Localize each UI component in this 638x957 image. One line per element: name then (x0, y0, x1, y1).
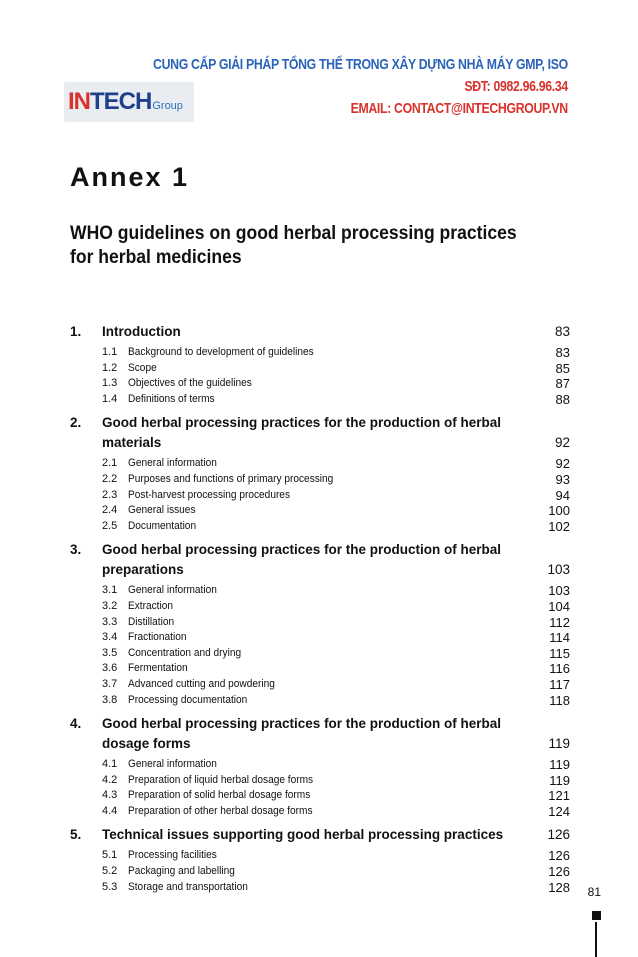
toc-entry-page: 102 (548, 518, 570, 534)
toc-entry-page: 92 (555, 456, 570, 472)
banner-email: EMAIL: CONTACT@INTECHGROUP.VN (350, 100, 568, 117)
toc-entry-title: Distillation (128, 615, 175, 628)
page-rule (595, 922, 597, 957)
page-number: 81 (587, 885, 601, 899)
toc-entry-title: Fermentation (128, 662, 188, 675)
toc-entry-title: Preparation of other herbal dosage forms (128, 804, 313, 817)
toc-entry-page: 114 (549, 630, 570, 646)
toc-section (70, 322, 570, 407)
toc-entry-page: 119 (549, 772, 570, 788)
toc-entry-title: Purposes and functions of primary processing (128, 472, 334, 485)
toc-section (70, 825, 570, 895)
toc-entry (102, 864, 570, 880)
toc-entry-number: 1.1 (102, 346, 118, 358)
toc-entry-number: 4.3 (102, 789, 118, 802)
toc-section-title: Good herbal processing practices for the production of herbal (102, 542, 502, 558)
toc-entry-number: 4.4 (102, 804, 118, 817)
toc-entry (102, 361, 570, 377)
toc-entry-page: 93 (555, 471, 570, 487)
toc-entry-page: 115 (549, 645, 570, 661)
toc-entry-page: 126 (548, 864, 570, 880)
toc-entry-page: 104 (548, 598, 570, 614)
toc-entry (102, 615, 570, 631)
toc-entry-page: 100 (548, 503, 570, 519)
toc-entry-number: 1.4 (102, 392, 118, 405)
header-banner (62, 54, 568, 120)
toc-section-number: 5. (70, 827, 82, 843)
toc-section-title-cont: dosage forms (102, 736, 191, 752)
toc-section-title-cont: materials (102, 435, 162, 451)
toc-entry (102, 519, 570, 535)
toc-entry-page: 87 (555, 376, 570, 392)
toc-section (70, 540, 570, 708)
toc-entry-title: Preparation of liquid herbal dosage forms (128, 773, 314, 786)
toc-entry-title: Documentation (128, 519, 197, 532)
toc-entry-number: 3.7 (102, 677, 118, 690)
toc-entry (102, 503, 570, 519)
toc-entry-title: Fractionation (128, 631, 187, 644)
toc-section-number: 2. (70, 415, 82, 431)
toc-entry (102, 757, 570, 773)
toc-entry (102, 376, 570, 392)
toc-entry-title: General information (128, 457, 217, 470)
toc-entry-title: General information (128, 758, 217, 771)
toc-entry-title: Objectives of the guidelines (128, 377, 252, 390)
toc-entry-title: Definitions of terms (128, 392, 215, 405)
toc-entry-page: 119 (549, 757, 570, 773)
toc-section-number: 4. (70, 716, 82, 732)
toc-entry-page: 121 (548, 788, 570, 804)
toc-entry-page: 83 (555, 345, 570, 360)
toc-entry-number: 2.4 (102, 504, 118, 517)
toc-entry-number: 3.2 (102, 599, 118, 612)
toc-entry-number: 5.2 (102, 865, 118, 878)
toc-entry-title: Processing facilities (128, 849, 217, 862)
toc-entry-number: 3.6 (102, 662, 118, 675)
toc-entry (102, 630, 570, 646)
toc-entry-title: Preparation of solid herbal dosage forms (128, 789, 311, 802)
toc-entry (102, 880, 570, 896)
toc-section-title: Good herbal processing practices for the production of herbal (102, 415, 502, 431)
toc-entry-number: 5.3 (102, 880, 118, 893)
toc-entry-title: Extraction (128, 599, 174, 612)
toc-section-title: Good herbal processing practices for the production of herbal (102, 716, 502, 732)
toc-entry-number: 1.2 (102, 361, 118, 374)
toc-entry-page: 128 (548, 879, 570, 895)
toc-entry-page: 126 (548, 848, 570, 864)
toc-entry-number: 2.3 (102, 488, 118, 501)
toc-section-page: 103 (547, 562, 570, 578)
toc-entry-page: 85 (555, 360, 570, 376)
toc-entry-title: Storage and transportation (128, 880, 248, 893)
toc-entry-title: Advanced cutting and powdering (128, 677, 275, 690)
toc-entry (102, 599, 570, 615)
toc-entry-page: 103 (548, 583, 570, 599)
toc-section (70, 714, 570, 819)
toc-entry (102, 392, 570, 408)
toc-entry-number: 3.3 (102, 615, 118, 628)
toc-entry (102, 583, 570, 599)
toc-section-number: 1. (70, 324, 82, 339)
toc-entry-title: Scope (128, 361, 157, 374)
document-subtitle: WHO guidelines on good herbal processing practices for herbal medicines (70, 222, 517, 268)
toc-entry (102, 472, 570, 488)
toc-entry-title: Packaging and labelling (128, 865, 235, 878)
banner-phone: SĐT: 0982.96.96.34 (464, 78, 568, 95)
toc-entry (102, 773, 570, 789)
toc-section-number: 3. (70, 542, 82, 558)
page-marker (592, 911, 601, 920)
toc-entry (102, 345, 570, 361)
annex-title: Annex 1 (70, 162, 190, 192)
toc-entry-page: 88 (555, 391, 570, 407)
toc-section-page: 83 (554, 324, 570, 339)
toc-entry-number: 2.5 (102, 519, 118, 532)
toc-section-title: Introduction (102, 324, 181, 339)
toc-entry-page: 118 (549, 692, 570, 708)
toc-entry-number: 1.3 (102, 377, 118, 390)
logo-group-text: Group (152, 100, 183, 112)
table-of-contents (70, 322, 570, 901)
toc-section (70, 413, 570, 534)
toc-entry-title: General issues (128, 504, 196, 517)
toc-entry-number: 3.1 (102, 584, 118, 597)
logo-wordmark: INTECH (68, 88, 152, 115)
toc-entry (102, 788, 570, 804)
toc-section-page: 119 (548, 736, 570, 752)
toc-entry (102, 693, 570, 709)
toc-entry (102, 677, 570, 693)
toc-entry-number: 4.2 (102, 773, 118, 786)
toc-section-title: Technical issues supporting good herbal processing practices (102, 827, 504, 843)
toc-entry (102, 661, 570, 677)
toc-entry-page: 116 (549, 661, 570, 677)
toc-entry-number: 3.8 (102, 693, 118, 706)
toc-entry (102, 488, 570, 504)
toc-entry (102, 804, 570, 820)
toc-entry-number: 3.5 (102, 646, 118, 659)
toc-entry (102, 646, 570, 662)
toc-entry-page: 124 (548, 803, 570, 819)
toc-entry-title: Processing documentation (128, 693, 248, 706)
toc-entry-title: Concentration and drying (128, 646, 242, 659)
toc-entry-number: 2.1 (102, 457, 118, 470)
toc-entry-title: Background to development of guidelines (128, 346, 314, 358)
toc-entry-page: 117 (549, 676, 570, 692)
toc-section-title-cont: preparations (102, 562, 184, 578)
toc-entry-page: 112 (549, 614, 570, 630)
toc-entry (102, 848, 570, 864)
toc-entry-title: General information (128, 584, 217, 597)
toc-section-page: 126 (547, 827, 570, 843)
banner-tagline: CUNG CẤP GIẢI PHÁP TỔNG THỂ TRONG XÂY DỰNG NHÀ MÁY GMP, ISO (153, 56, 568, 73)
toc-entry-number: 5.1 (102, 849, 118, 862)
toc-entry-number: 4.1 (102, 758, 118, 771)
toc-entry (102, 456, 570, 472)
toc-entry-title: Post-harvest processing procedures (128, 488, 291, 501)
toc-entry-number: 3.4 (102, 631, 118, 644)
toc-entry-number: 2.2 (102, 472, 118, 485)
toc-entry-page: 94 (555, 487, 570, 503)
toc-section-page: 92 (554, 435, 570, 451)
